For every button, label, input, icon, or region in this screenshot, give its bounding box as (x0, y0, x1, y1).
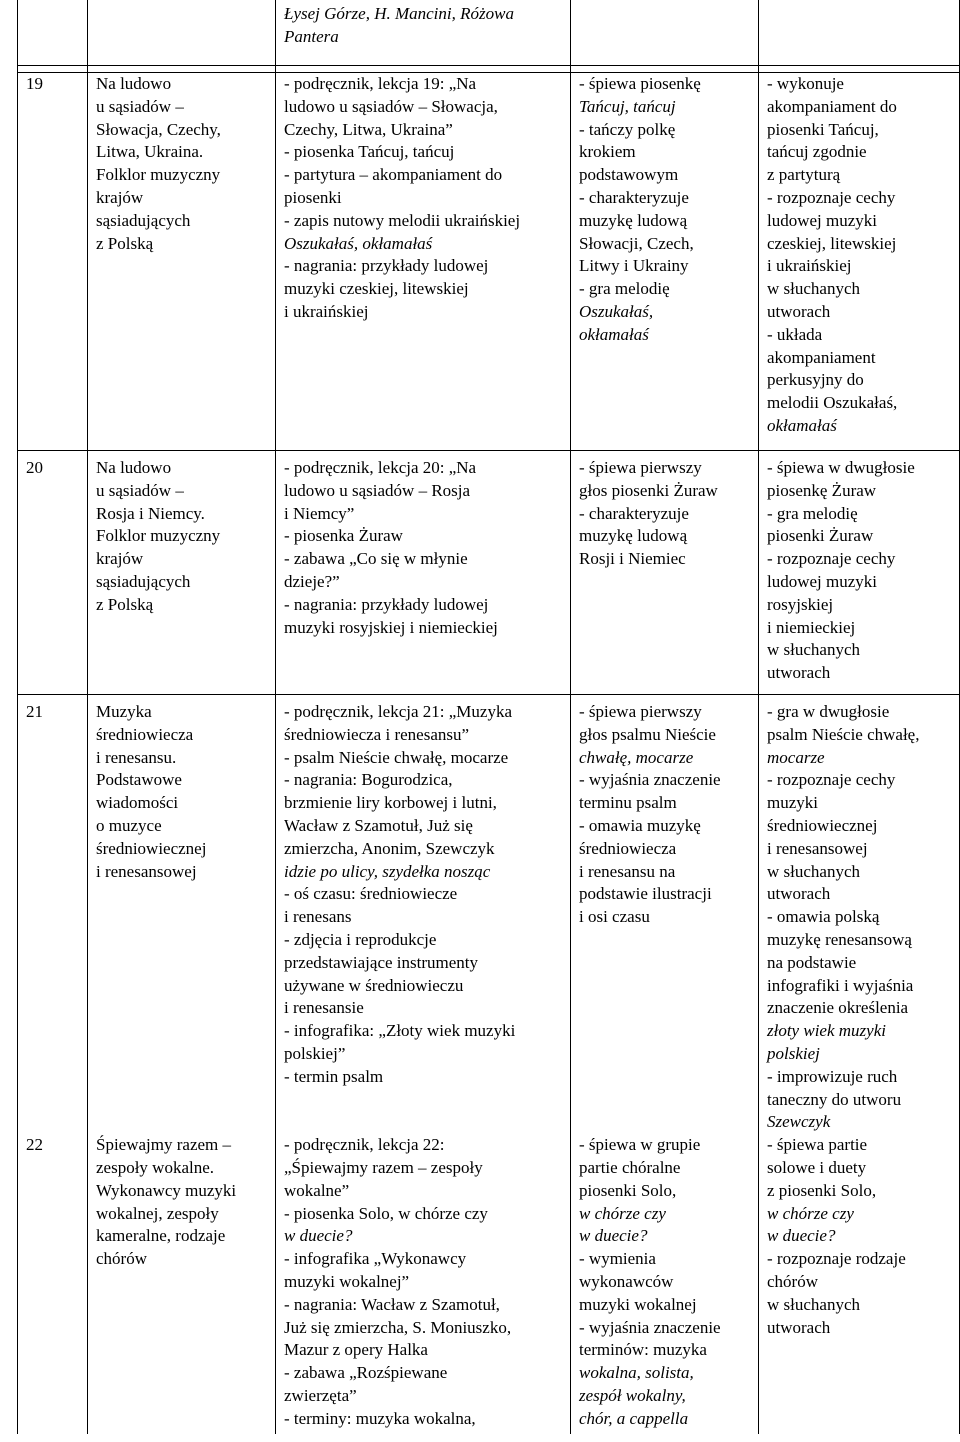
extended-line: mocarze (767, 747, 825, 767)
basic-line: terminów: muzyka (579, 1340, 707, 1360)
content-line: Oszukałaś, okłamałaś (284, 233, 433, 253)
table-row-continuation (18, 0, 960, 66)
content-line: i renesansie (284, 998, 364, 1018)
content-line: zmierzcha, Anonim, Szewczyk (284, 838, 495, 858)
extended-line: tańcuj zgodnie (767, 142, 867, 162)
extended-line: utworach (767, 1317, 831, 1337)
topic-line: Śpiewajmy razem – (96, 1135, 232, 1155)
topic-line: u sąsiadów – (96, 480, 184, 500)
basic-requirements (571, 457, 759, 687)
extended-line: - rozpoznaje rodzaje (767, 1249, 906, 1269)
content-line: piosenki (284, 187, 342, 207)
cell-extended-empty (759, 0, 960, 66)
topic-line: Rosja i Niemcy. (96, 503, 205, 523)
extended-requirements (759, 1134, 960, 1434)
content-line: polskiej” (284, 1043, 346, 1063)
content-line: - piosenka Żuraw (284, 526, 403, 546)
content-line: - podręcznik, lekcja 20: „Na (284, 458, 477, 477)
basic-line: w duecie? (579, 1226, 648, 1246)
extended-line: - rozpoznaje cechy (767, 770, 896, 790)
extended-line: - śpiewa w dwugłosie (767, 458, 915, 477)
basic-line: - śpiewa piosenkę (579, 74, 701, 93)
extended-line: akompaniament do (767, 96, 897, 116)
topic-line: Folklor muzyczny (96, 165, 221, 185)
extended-line: ludowej muzyki (767, 210, 878, 230)
basic-line: chór, a cappella (579, 1408, 689, 1428)
content-line: używane w średniowieczu (284, 975, 464, 995)
extended-line: melodii Oszukałaś, (767, 393, 898, 413)
extended-line: w słuchanych (767, 640, 861, 660)
topic-line: Wykonawcy muzyki (96, 1180, 237, 1200)
topic-line: zespoły wokalne. (96, 1157, 215, 1177)
content-line: - piosenka Tańcuj, tańcuj (284, 142, 455, 162)
topic-line: i renesansowej (96, 861, 197, 881)
basic-line: średniowiecza (579, 838, 677, 858)
extended-line: - omawia polską (767, 907, 880, 927)
table-row-lesson-20 (18, 457, 960, 687)
extended-line: z partyturą (767, 165, 841, 185)
continuation-line: Pantera (284, 26, 339, 46)
topic-line: i renesansu. (96, 747, 177, 767)
basic-line: Tańcuj, tańcuj (579, 96, 676, 116)
basic-line: terminu psalm (579, 793, 677, 813)
extended-line: chórów (767, 1271, 818, 1291)
topic-line: krajów (96, 187, 144, 207)
basic-line: - omawia muzykę (579, 815, 701, 835)
extended-line: piosenki Żuraw (767, 526, 874, 546)
content-line: - partytura – akompaniament do (284, 165, 503, 185)
basic-line: głos piosenki Żuraw (579, 480, 718, 500)
curriculum-table (17, 0, 960, 1434)
extended-line: polskiej (767, 1043, 820, 1063)
basic-line: podstawie ilustracji (579, 884, 712, 904)
content-line: przedstawiające instrumenty (284, 952, 479, 972)
extended-line: - układa (767, 324, 823, 344)
basic-line: - wyjaśnia znaczenie (579, 1317, 721, 1337)
topic-line: chórów (96, 1249, 147, 1269)
cell-topic-empty (88, 0, 276, 66)
extended-line: w słuchanych (767, 1294, 861, 1314)
extended-line: muzyki (767, 793, 818, 813)
basic-line: - charakteryzuje (579, 187, 689, 207)
basic-line: piosenki Solo, (579, 1180, 677, 1200)
content-line: średniowiecza i renesansu” (284, 724, 470, 744)
table-row-lesson-19 (18, 73, 960, 444)
content-line: - zabawa „Co się w młynie (284, 549, 468, 569)
content-line: Mazur z opery Halka (284, 1340, 428, 1360)
topic-line: z Polską (96, 594, 154, 614)
lesson-number: 19 (18, 73, 88, 444)
basic-line: w chórze czy (579, 1203, 666, 1223)
extended-line: taneczny do utworu (767, 1089, 902, 1109)
lesson-content (276, 73, 571, 444)
topic-line: Podstawowe (96, 770, 182, 790)
lesson-topic (88, 701, 276, 1134)
extended-line: i ukraińskiej (767, 256, 852, 276)
content-line: - psalm Nieście chwałę, mocarze (284, 747, 509, 767)
continuation-line: Łysej Górze, H. Mancini, Różowa (284, 4, 514, 23)
basic-line: Oszukałaś, (579, 301, 654, 321)
extended-line: złoty wiek muzyki (767, 1021, 886, 1041)
basic-requirements (571, 73, 759, 444)
lesson-content (276, 1134, 571, 1434)
extended-line: na podstawie (767, 952, 857, 972)
basic-line: Słowacji, Czech, (579, 233, 694, 253)
extended-line: piosenkę Żuraw (767, 480, 877, 500)
cell-content-continuation (276, 0, 571, 66)
extended-line: akompaniament (767, 347, 876, 367)
content-line: - podręcznik, lekcja 21: „Muzyka (284, 702, 512, 721)
extended-line: i renesansowej (767, 838, 868, 858)
basic-line: - tańczy polkę (579, 119, 676, 139)
lesson-topic (88, 457, 276, 687)
extended-line: Szewczyk (767, 1112, 831, 1132)
extended-requirements (759, 73, 960, 444)
content-line: idzie po ulicy, szydełka nosząc (284, 861, 491, 881)
content-line: w duecie? (284, 1226, 353, 1246)
basic-line: Litwy i Ukrainy (579, 256, 689, 276)
basic-line: - śpiewa pierwszy (579, 702, 702, 721)
content-line: - nagrania: Wacław z Szamotuł, (284, 1294, 500, 1314)
content-line: - termin psalm (284, 1066, 384, 1086)
content-line: „Śpiewajmy razem – zespoły (284, 1157, 483, 1177)
topic-line: krajów (96, 549, 144, 569)
extended-line: - rozpoznaje cechy (767, 187, 896, 207)
content-line: - zapis nutowy melodii ukraińskiej (284, 210, 521, 230)
content-line: - terminy: muzyka wokalna, (284, 1408, 476, 1428)
content-line: Czechy, Litwa, Ukraina” (284, 119, 453, 139)
topic-line: Muzyka (96, 702, 152, 721)
extended-line: w duecie? (767, 1226, 836, 1246)
basic-line: - gra melodię (579, 279, 670, 299)
topic-line: Folklor muzyczny (96, 526, 221, 546)
topic-line: u sąsiadów – (96, 96, 184, 116)
topic-line: wokalnej, zespoły (96, 1203, 219, 1223)
basic-line: partie chóralne (579, 1157, 681, 1177)
extended-line: w chórze czy (767, 1203, 854, 1223)
topic-line: z Polską (96, 233, 154, 253)
extended-line: - gra w dwugłosie (767, 702, 890, 721)
lesson-content (276, 457, 571, 687)
extended-line: w słuchanych (767, 279, 861, 299)
topic-line: Słowacja, Czechy, (96, 119, 221, 139)
content-line: i Niemcy” (284, 503, 355, 523)
extended-requirements (759, 701, 960, 1134)
row-spacer (18, 687, 960, 695)
extended-line: psalm Nieście chwałę, (767, 724, 920, 744)
basic-line: - śpiewa w grupie (579, 1135, 701, 1155)
basic-line: i osi czasu (579, 907, 650, 927)
content-line: - nagrania: przykłady ludowej (284, 594, 489, 614)
content-line: - nagrania: przykłady ludowej (284, 256, 489, 276)
extended-line: utworach (767, 663, 831, 683)
basic-line: muzykę ludową (579, 210, 688, 230)
cell-basic-empty (571, 0, 759, 66)
basic-line: - wymienia (579, 1249, 656, 1269)
basic-line: - charakteryzuje (579, 503, 689, 523)
topic-line: Na ludowo (96, 74, 172, 93)
basic-line: zespół wokalny, (579, 1385, 686, 1405)
extended-line: w słuchanych (767, 861, 861, 881)
extended-line: muzykę renesansową (767, 929, 912, 949)
content-line: - infografika „Wykonawcy (284, 1249, 467, 1269)
content-line: i ukraińskiej (284, 301, 369, 321)
basic-line: - śpiewa pierwszy (579, 458, 702, 477)
table-row-lesson-22 (18, 1134, 960, 1434)
basic-line: muzyki wokalnej (579, 1294, 697, 1314)
table-row-lesson-21 (18, 701, 960, 1134)
topic-line: o muzyce (96, 815, 162, 835)
content-line: wokalne” (284, 1180, 350, 1200)
content-line: - podręcznik, lekcja 22: (284, 1135, 445, 1155)
content-line: zwierzęta” (284, 1385, 357, 1405)
topic-line: średniowiecza (96, 724, 194, 744)
extended-line: - improwizuje ruch (767, 1066, 898, 1086)
content-line: muzyki czeskiej, litewskiej (284, 279, 469, 299)
content-line: muzyki rosyjskiej i niemieckiej (284, 617, 498, 637)
extended-line: perkusyjny do (767, 370, 864, 390)
topic-line: kameralne, rodzaje (96, 1226, 226, 1246)
row-spacer (18, 66, 960, 73)
lesson-number: 21 (18, 701, 88, 1134)
content-line: Już się zmierzcha, S. Moniuszko, (284, 1317, 512, 1337)
content-line: - zabawa „Rozśpiewane (284, 1363, 448, 1383)
extended-line: - gra melodię (767, 503, 858, 523)
topic-line: średniowiecznej (96, 838, 207, 858)
extended-requirements (759, 457, 960, 687)
topic-line: Na ludowo (96, 458, 172, 477)
topic-line: wiadomości (96, 793, 179, 813)
basic-line: głos psalmu Nieście (579, 724, 716, 744)
content-line: i renesans (284, 907, 352, 927)
content-line: - podręcznik, lekcja 19: „Na (284, 74, 477, 93)
basic-requirements (571, 1134, 759, 1434)
topic-line: sąsiadujących (96, 571, 191, 591)
basic-line: chwałę, mocarze (579, 747, 694, 767)
content-line: - zdjęcia i reprodukcje (284, 929, 437, 949)
basic-requirements (571, 701, 759, 1134)
lesson-topic (88, 73, 276, 444)
basic-line: i renesansu na (579, 861, 676, 881)
topic-line: Litwa, Ukraina. (96, 142, 204, 162)
lesson-topic (88, 1134, 276, 1434)
basic-line: krokiem (579, 142, 636, 162)
lesson-number: 20 (18, 457, 88, 687)
basic-line: wykonawców (579, 1271, 674, 1291)
basic-line: muzykę ludową (579, 526, 688, 546)
basic-line: Rosji i Niemiec (579, 549, 686, 569)
basic-line: - wyjaśnia znaczenie (579, 770, 721, 790)
content-line: brzmienie liry korbowej i lutni, (284, 793, 497, 813)
extended-line: - wykonuje (767, 74, 844, 93)
extended-line: i niemieckiej (767, 617, 856, 637)
extended-line: - rozpoznaje cechy (767, 549, 896, 569)
basic-line: podstawowym (579, 165, 679, 185)
extended-line: czeskiej, litewskiej (767, 233, 897, 253)
cell-no-empty (18, 0, 88, 66)
lesson-content (276, 701, 571, 1134)
content-line: - oś czasu: średniowiecze (284, 884, 458, 904)
extended-line: utworach (767, 884, 831, 904)
extended-line: infografiki i wyjaśnia (767, 975, 914, 995)
topic-line: sąsiadujących (96, 210, 191, 230)
extended-line: piosenki Tańcuj, (767, 119, 879, 139)
content-line: Wacław z Szamotuł, Już się (284, 815, 473, 835)
content-line: dzieje?” (284, 571, 340, 591)
extended-line: solowe i duety (767, 1157, 867, 1177)
extended-line: okłamałaś (767, 415, 837, 435)
content-line: - piosenka Solo, w chórze czy (284, 1203, 488, 1223)
content-line: muzyki wokalnej” (284, 1271, 410, 1291)
extended-line: - śpiewa partie (767, 1135, 868, 1155)
extended-line: ludowej muzyki (767, 571, 878, 591)
extended-line: średniowiecznej (767, 815, 878, 835)
basic-line: wokalna, solista, (579, 1363, 694, 1383)
content-line: ludowo u sąsiadów – Słowacja, (284, 96, 498, 116)
lesson-number: 22 (18, 1134, 88, 1434)
row-spacer (18, 443, 960, 451)
basic-line: okłamałaś (579, 324, 649, 344)
extended-line: utworach (767, 301, 831, 321)
content-line: - infografika: „Złoty wiek muzyki (284, 1021, 516, 1041)
content-line: ludowo u sąsiadów – Rosja (284, 480, 471, 500)
content-line: - nagrania: Bogurodzica, (284, 770, 453, 790)
extended-line: rosyjskiej (767, 594, 834, 614)
extended-line: znaczenie określenia (767, 998, 909, 1018)
extended-line: z piosenki Solo, (767, 1180, 877, 1200)
